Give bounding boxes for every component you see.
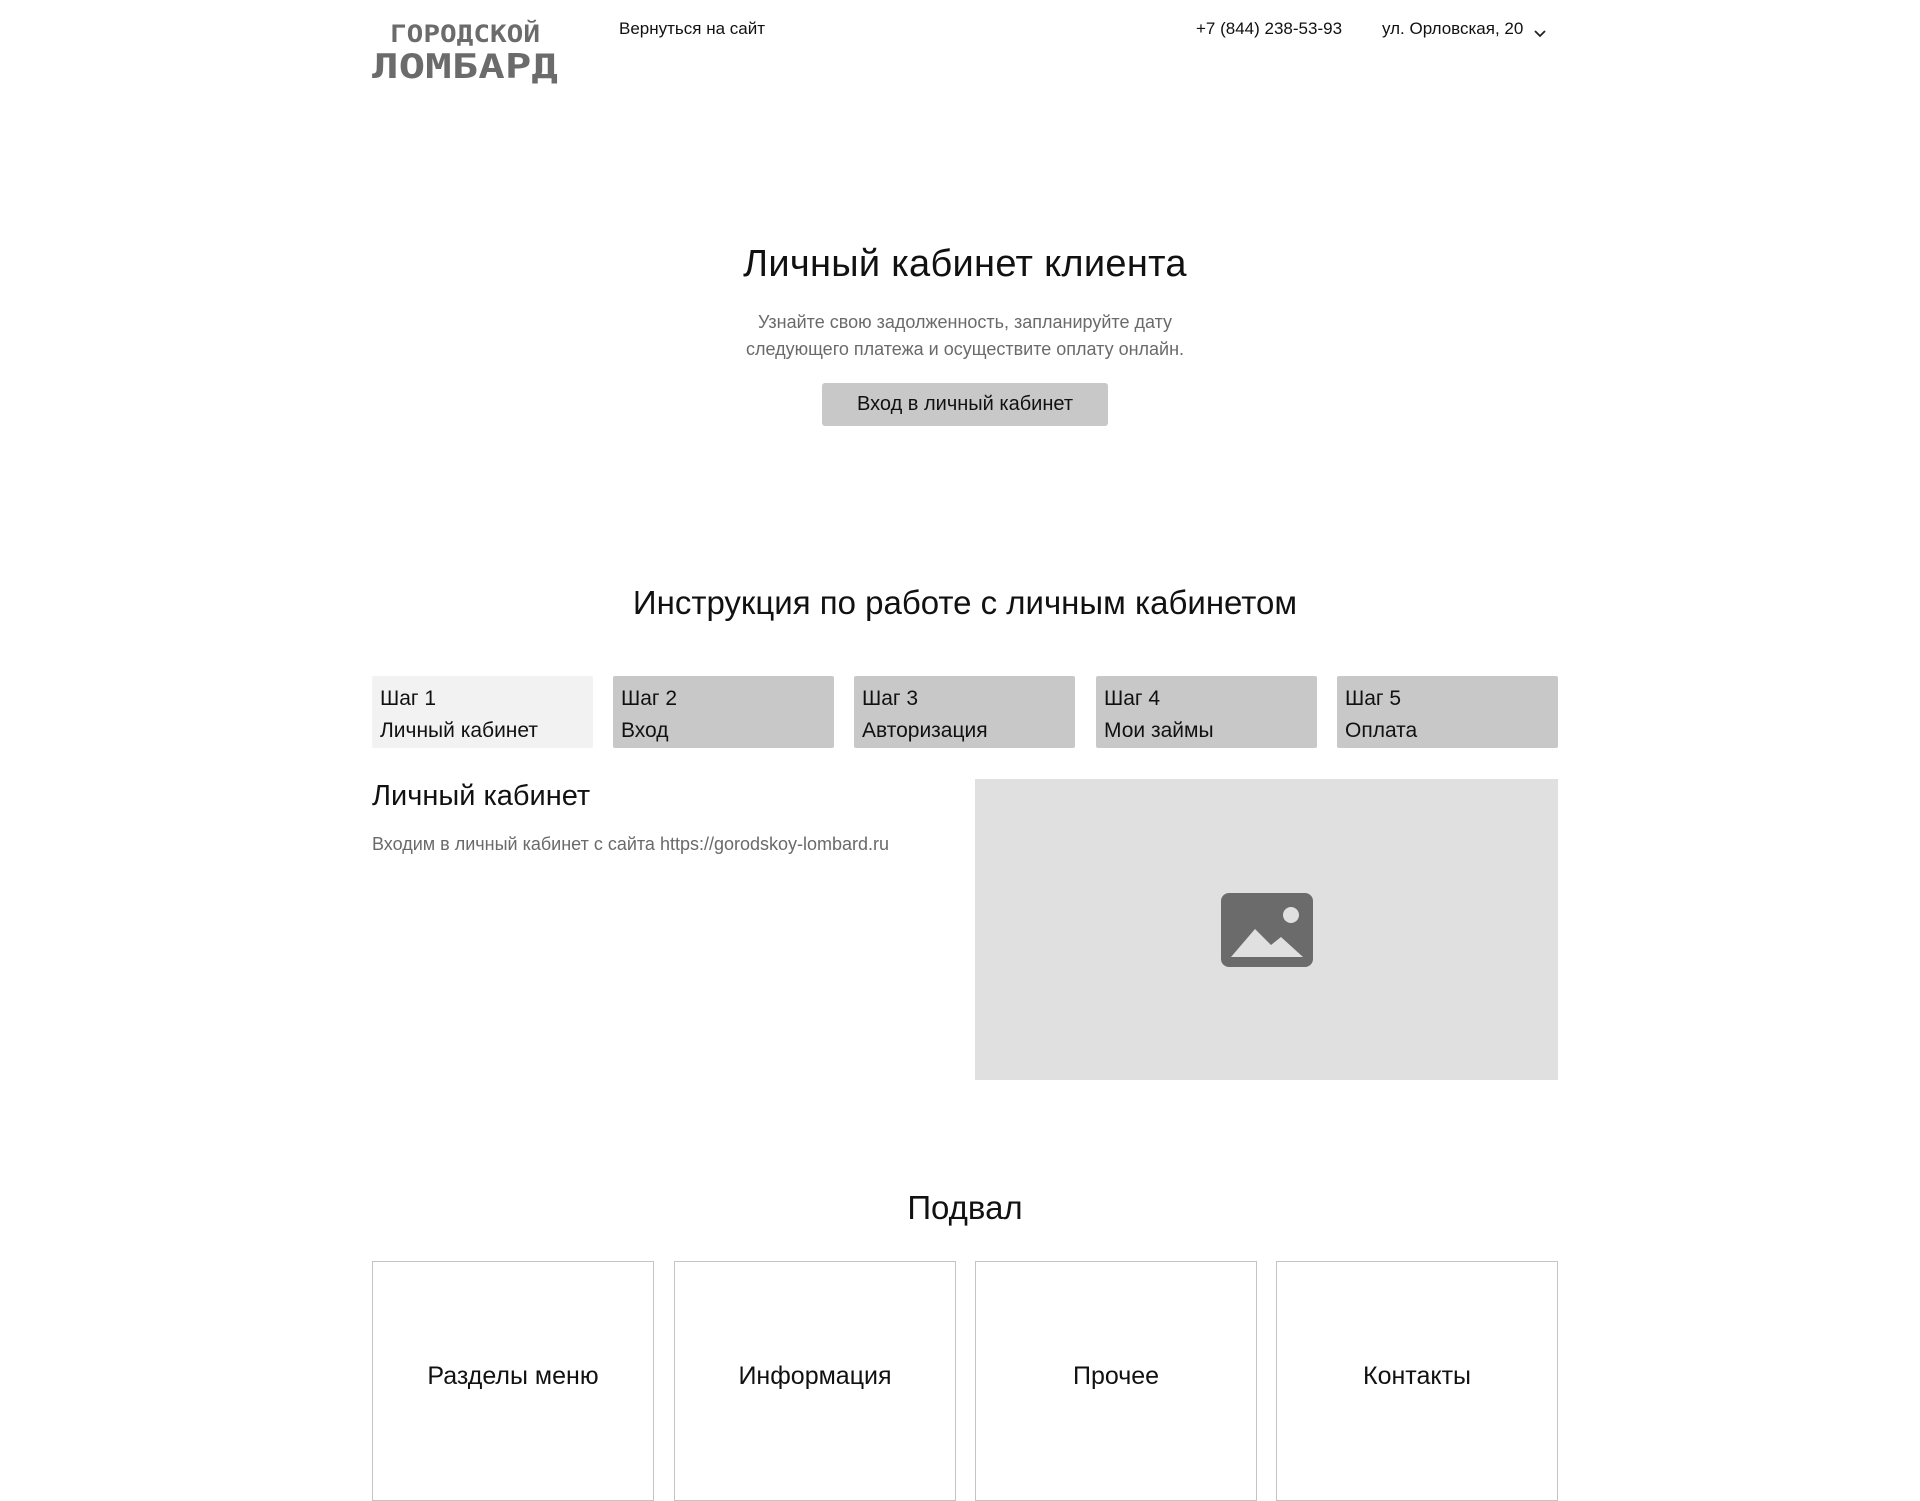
step-heading: Личный кабинет: [372, 780, 591, 812]
tab-step-number: Шаг 3: [862, 687, 919, 710]
tab-step-number: Шаг 1: [380, 687, 437, 710]
tab-step-label: Авторизация: [862, 719, 988, 742]
svg-text:ЛОМБАРД: ЛОМБАРД: [372, 47, 558, 84]
footer-title: Подвал: [907, 1189, 1023, 1226]
tab-step-label: Мои займы: [1104, 719, 1214, 742]
footer-section: [372, 0, 1558, 1487]
tab-step-label: Личный кабинет: [380, 719, 538, 742]
hero-description-line-1: Узнайте свою задолженность, запланируйте дату: [757, 312, 1173, 332]
login-button[interactable]: Вход в личный кабинет: [822, 383, 1108, 426]
footer-cards: [372, 1261, 1558, 1501]
footer-card-contacts[interactable]: Контакты: [1276, 1261, 1558, 1501]
back-to-site-link[interactable]: Вернуться на сайт: [619, 19, 766, 38]
step-description: Входим в личный кабинет с сайта https://gorodskoy-lombard.ru: [372, 834, 890, 854]
page-title: Личный кабинет клиента: [743, 243, 1187, 285]
tab-step-number: Шаг 2: [621, 687, 678, 710]
footer-card-info[interactable]: Информация: [674, 1261, 956, 1501]
phone-number[interactable]: +7 (844) 238-53-93: [1196, 19, 1343, 38]
footer-card-other[interactable]: Прочее: [975, 1261, 1257, 1501]
tab-step-label: Вход: [621, 719, 669, 742]
hero-description-line-2: следующего платежа и осуществите оплату онлайн.: [745, 339, 1185, 359]
footer-card-menu[interactable]: Разделы меню: [372, 1261, 654, 1501]
instructions-title: Инструкция по работе с личным кабинетом: [632, 584, 1298, 621]
svg-text:ГОРОДСКОЙ: ГОРОДСКОЙ: [390, 20, 521, 48]
tab-step-label: Оплата: [1345, 719, 1418, 742]
tab-step-number: Шаг 5: [1345, 687, 1402, 710]
address-label: ул. Орловская, 20: [1382, 19, 1524, 38]
tab-step-number: Шаг 4: [1104, 687, 1161, 710]
